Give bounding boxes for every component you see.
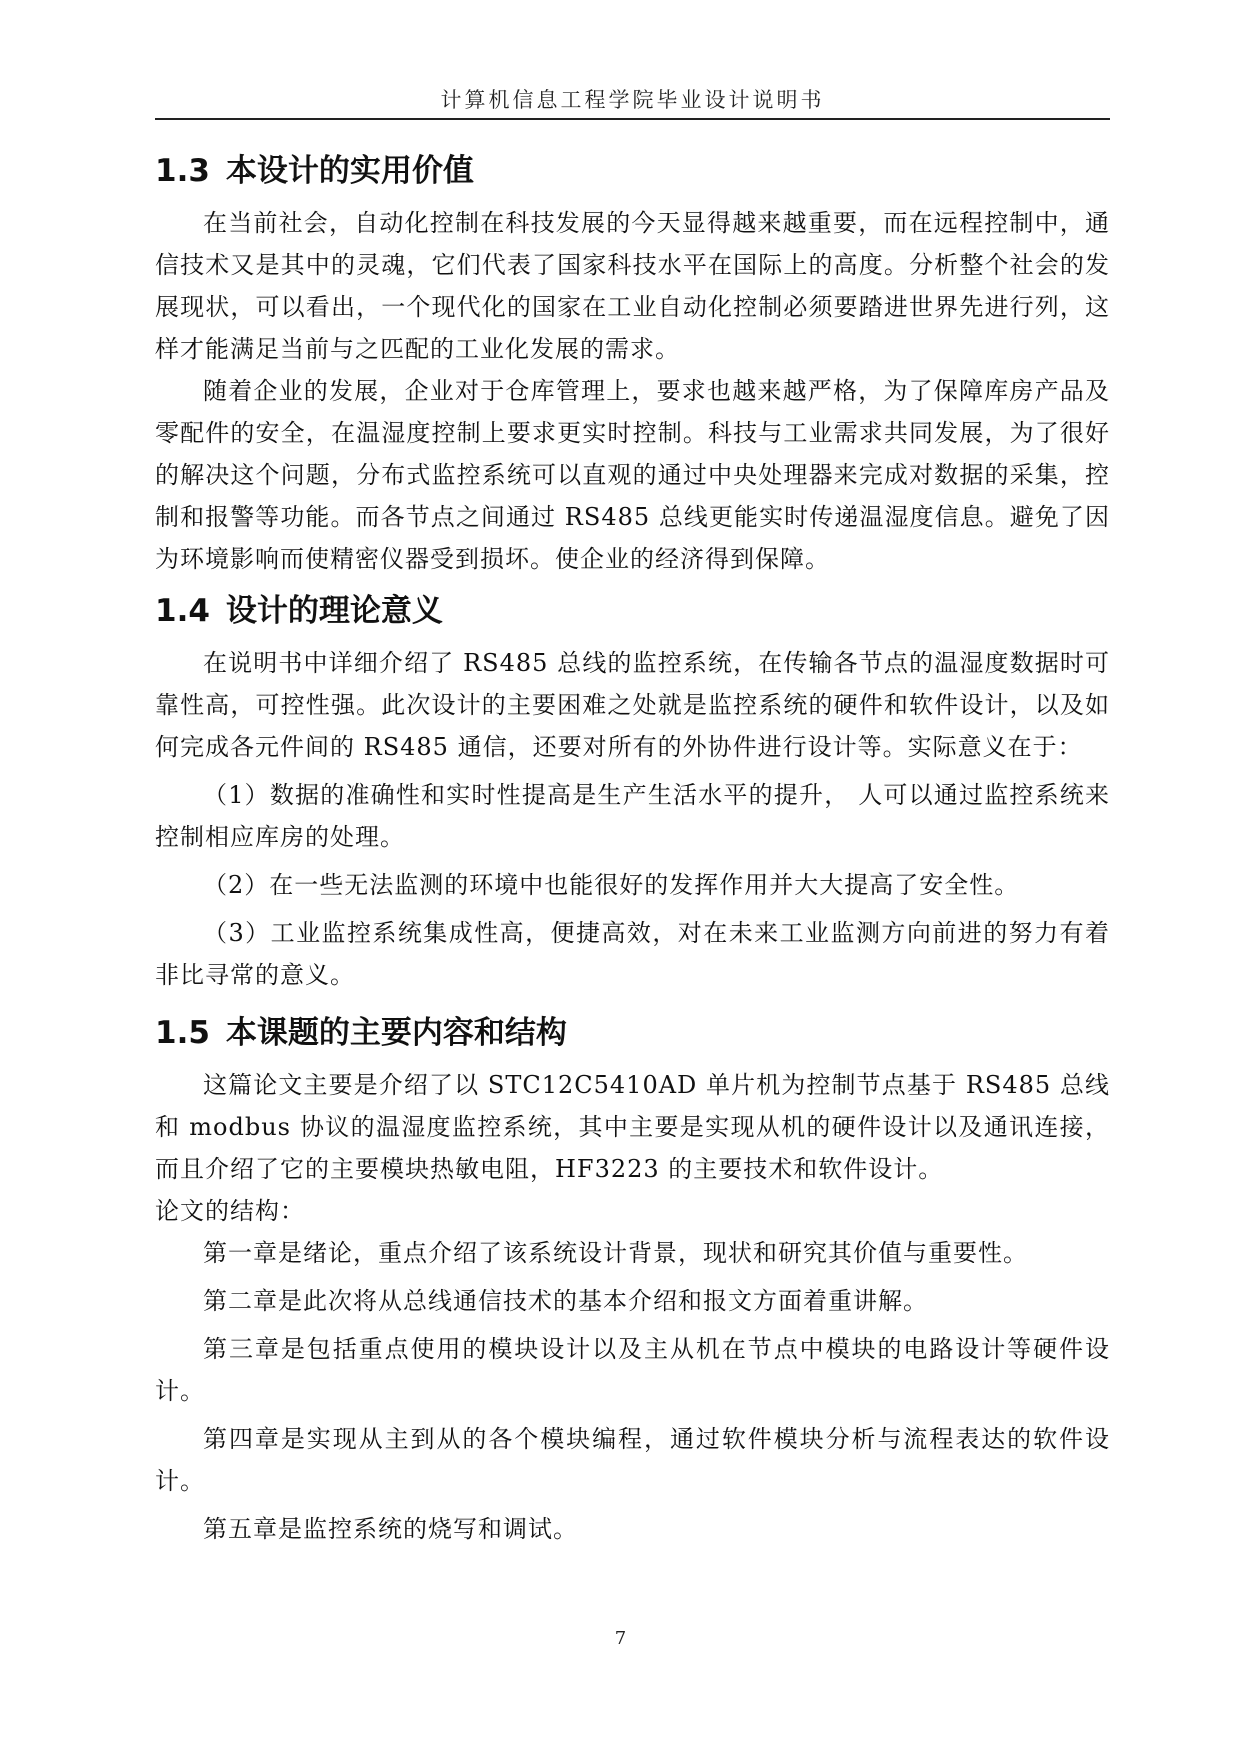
paragraph: 在当前社会，自动化控制在科技发展的今天显得越来越重要，而在远程控制中，通信技术又是其中的灵魂，它们代表了国家科技水平在国际上的高度。分析整个社会的发展现状，可以看出，一个现代化的国家在工业自动化控制必须要踏进世界先进行列，这样才能满足当前与之匹配的工业化发展的需求。 xyxy=(155,209,1110,363)
paragraph: 随着企业的发展，企业对于仓库管理上，要求也越来越严格，为了保障库房产品及零配件的安全，在温湿度控制上要求更实时控制。科技与工业需求共同发展，为了很好的解决这个问题，分布式监控系统可以直观的通过中央处理器来完成对数据的采集，控制和报警等功能。而各节点之间通过 RS485 总线更能实时传递温湿度信息。避免了因为环境影响而使精密仪器受到损坏。使企业的经济得到保障。 xyxy=(155,377,1110,573)
list-item: （2）在一些无法监测的环境中也能很好的发挥作用并大大提高了安全性。 xyxy=(203,871,1020,899)
section-number: 1.4 xyxy=(155,593,210,629)
section-number: 1.5 xyxy=(155,1015,210,1051)
chapter-item: 第一章是绪论，重点介绍了该系统设计背景，现状和研究其价值与重要性。 xyxy=(203,1239,1028,1267)
list-item: （3）工业监控系统集成性高，便捷高效，对在未来工业监测方向前进的努力有着非比寻常的意义。 xyxy=(155,919,1110,989)
section-title: 设计的理论意义 xyxy=(225,593,443,629)
section-heading-1-4 xyxy=(155,580,1110,642)
section-heading-1-5 xyxy=(155,1002,1110,1064)
paragraph: 在说明书中详细介绍了 RS485 总线的监控系统，在传输各节点的温湿度数据时可靠性高，可控性强。此次设计的主要困难之处就是监控系统的硬件和软件设计，以及如何完成各元件间的 RS485 通信，还要对所有的外协件进行设计等。实际意义在于： xyxy=(155,649,1110,761)
chapter-item: 第三章是包括重点使用的模块设计以及主从机在节点中模块的电路设计等硬件设计。 xyxy=(155,1335,1110,1405)
header-rule xyxy=(155,118,1110,120)
page-number: 7 xyxy=(614,1628,627,1649)
section-title: 本设计的实用价值 xyxy=(225,153,474,189)
page-content xyxy=(155,140,1110,1556)
list-item: （1）数据的准确性和实时性提高是生产生活水平的提升， 人可以通过监控系统来控制相应库房的处理。 xyxy=(155,781,1110,851)
chapter-item: 第四章是实现从主到从的各个模块编程，通过软件模块分析与流程表达的软件设计。 xyxy=(155,1425,1110,1495)
running-header: 计算机信息工程学院毕业设计说明书 xyxy=(440,88,825,112)
section-heading-1-3 xyxy=(155,140,1110,202)
section-number: 1.3 xyxy=(155,153,210,189)
chapter-item: 第五章是监控系统的烧写和调试。 xyxy=(203,1515,578,1543)
chapter-item: 第二章是此次将从总线通信技术的基本介绍和报文方面着重讲解。 xyxy=(203,1287,928,1315)
structure-label: 论文的结构： xyxy=(155,1197,305,1225)
section-title: 本课题的主要内容和结构 xyxy=(225,1015,567,1051)
paragraph: 这篇论文主要是介绍了以 STC12C5410AD 单片机为控制节点基于 RS485 总线和 modbus 协议的温湿度监控系统，其中主要是实现从机的硬件设计以及通讯连接，而且介绍了它的主要模块热敏电阻，HF3223 的主要技术和软件设计。 xyxy=(155,1071,1110,1183)
